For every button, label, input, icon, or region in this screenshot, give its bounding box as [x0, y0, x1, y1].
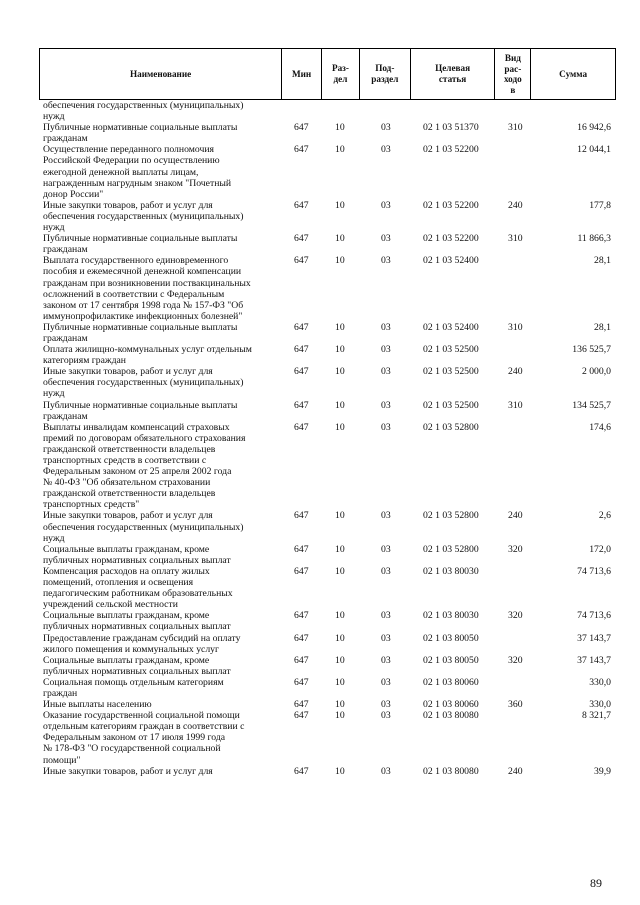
- row-razdel: 10: [335, 255, 345, 267]
- table-row: [0, 100, 640, 122]
- page-number: 89: [590, 876, 602, 890]
- row-sum: 330,0: [589, 676, 611, 688]
- row-name: Предоставление гражданам субсидий на оплату жилого помещения и коммунальных услуг: [43, 632, 241, 655]
- row-target-article: 02 1 03 80050: [423, 632, 479, 644]
- row-podrazdel: 03: [381, 321, 391, 333]
- row-expense-type: 240: [508, 366, 523, 378]
- row-podrazdel: 03: [381, 366, 391, 378]
- row-min: 647: [294, 610, 309, 622]
- table-row: [0, 610, 640, 632]
- row-min: 647: [294, 344, 309, 356]
- table-row: [0, 699, 640, 710]
- row-razdel: 10: [335, 321, 345, 333]
- header-min: Мин: [282, 49, 322, 99]
- row-podrazdel: 03: [381, 199, 391, 211]
- row-sum: 11 866,3: [577, 233, 611, 245]
- row-target-article: 02 1 03 52500: [423, 366, 479, 378]
- row-target-article: 02 1 03 80060: [423, 699, 479, 711]
- row-min: 647: [294, 565, 309, 577]
- row-min: 647: [294, 421, 309, 433]
- row-podrazdel: 03: [381, 510, 391, 522]
- row-target-article: 02 1 03 52200: [423, 144, 479, 156]
- table-row: [0, 766, 640, 777]
- table-row: [0, 255, 640, 322]
- row-razdel: 10: [335, 654, 345, 666]
- row-min: 647: [294, 676, 309, 688]
- row-sum: 12 044,1: [577, 144, 611, 156]
- row-podrazdel: 03: [381, 610, 391, 622]
- row-name: Иные закупки товаров, работ и услуг для: [43, 765, 213, 777]
- row-target-article: 02 1 03 52800: [423, 421, 479, 433]
- row-target-article: 02 1 03 80080: [423, 710, 479, 722]
- row-min: 647: [294, 144, 309, 156]
- row-target-article: 02 1 03 52400: [423, 255, 479, 267]
- row-razdel: 10: [335, 543, 345, 555]
- table-header: [39, 48, 616, 100]
- row-expense-type: 240: [508, 199, 523, 211]
- row-razdel: 10: [335, 421, 345, 433]
- table-row: [0, 322, 640, 344]
- row-sum: 28,1: [594, 321, 611, 333]
- row-target-article: 02 1 03 80030: [423, 565, 479, 577]
- table-row: [0, 677, 640, 699]
- table-row: [0, 200, 640, 233]
- header-name: Наименование: [40, 49, 282, 99]
- row-razdel: 10: [335, 366, 345, 378]
- row-podrazdel: 03: [381, 255, 391, 267]
- row-target-article: 02 1 03 52400: [423, 321, 479, 333]
- row-expense-type: 240: [508, 765, 523, 777]
- row-sum: 37 143,7: [577, 654, 611, 666]
- row-name: Выплаты инвалидам компенсаций страховых премий по договорам обязательного страхования гражданской ответственности владельцев транспортных средств в соответствии с Федеральным законом от 25 апреля 2002 года № 40-ФЗ "Об обязательном страховании гражданской ответственности владельцев транспортных средств": [43, 421, 246, 511]
- row-name: Осуществление переданного полномочия Российской Федерации по осуществлению ежегодной денежной выплаты лицам, награжденным нагрудным знаком "Почетный донор России": [43, 144, 232, 200]
- row-podrazdel: 03: [381, 565, 391, 577]
- row-name: обеспечения государственных (муниципальных) нужд: [43, 100, 244, 123]
- row-target-article: 02 1 03 80050: [423, 654, 479, 666]
- header-target-article: Целевая статья: [411, 49, 496, 99]
- row-name: Социальная помощь отдельным категориям граждан: [43, 676, 224, 699]
- row-razdel: 10: [335, 632, 345, 644]
- row-name: Иные закупки товаров, работ и услуг для обеспечения государственных (муниципальных) нужд: [43, 510, 244, 544]
- row-name: Иные выплаты населению: [43, 699, 152, 711]
- row-sum: 74 713,6: [577, 565, 611, 577]
- row-podrazdel: 03: [381, 676, 391, 688]
- row-razdel: 10: [335, 510, 345, 522]
- table-row: [0, 344, 640, 366]
- row-name: Публичные нормативные социальные выплаты гражданам: [43, 122, 238, 145]
- row-sum: 16 942,6: [577, 122, 611, 134]
- row-min: 647: [294, 255, 309, 267]
- table-row: [0, 710, 640, 765]
- row-name: Компенсация расходов на оплату жилых помещений, отопления и освещения педагогическим работникам образовательных учреждений сельской местности: [43, 565, 233, 611]
- row-razdel: 10: [335, 344, 345, 356]
- row-target-article: 02 1 03 52200: [423, 233, 479, 245]
- row-sum: 136 525,7: [572, 344, 611, 356]
- row-target-article: 02 1 03 80030: [423, 610, 479, 622]
- row-razdel: 10: [335, 565, 345, 577]
- row-razdel: 10: [335, 699, 345, 711]
- row-podrazdel: 03: [381, 399, 391, 411]
- table-row: [0, 566, 640, 610]
- row-min: 647: [294, 510, 309, 522]
- row-podrazdel: 03: [381, 654, 391, 666]
- table-row: [0, 144, 640, 199]
- row-name: Публичные нормативные социальные выплаты гражданам: [43, 321, 238, 344]
- table-row: [0, 544, 640, 566]
- row-min: 647: [294, 699, 309, 711]
- row-expense-type: 240: [508, 510, 523, 522]
- row-sum: 2 000,0: [581, 366, 611, 378]
- row-min: 647: [294, 399, 309, 411]
- row-min: 647: [294, 321, 309, 333]
- table-row: [0, 400, 640, 422]
- row-razdel: 10: [335, 233, 345, 245]
- row-sum: 134 525,7: [572, 399, 611, 411]
- row-name: Социальные выплаты гражданам, кроме публичных нормативных социальных выплат: [43, 610, 231, 633]
- row-podrazdel: 03: [381, 144, 391, 156]
- row-name: Оказание государственной социальной помощи отдельным категориям граждан в соответствии с Федеральным законом от 17 июля 1999 года № 178-ФЗ "О государственной социальной помощи": [43, 710, 245, 766]
- row-min: 647: [294, 366, 309, 378]
- table-body: [0, 100, 640, 777]
- row-podrazdel: 03: [381, 543, 391, 555]
- row-target-article: 02 1 03 51370: [423, 122, 479, 134]
- header-razdel: Раз- дел: [322, 49, 360, 99]
- row-podrazdel: 03: [381, 233, 391, 245]
- row-target-article: 02 1 03 80080: [423, 765, 479, 777]
- row-razdel: 10: [335, 399, 345, 411]
- table-row: [0, 633, 640, 655]
- table-row: [0, 122, 640, 144]
- row-expense-type: 310: [508, 399, 523, 411]
- row-min: 647: [294, 233, 309, 245]
- row-expense-type: 320: [508, 610, 523, 622]
- header-podrazdel: Под- раздел: [360, 49, 411, 99]
- row-razdel: 10: [335, 610, 345, 622]
- row-podrazdel: 03: [381, 421, 391, 433]
- table-row: [0, 366, 640, 399]
- row-podrazdel: 03: [381, 699, 391, 711]
- row-sum: 37 143,7: [577, 632, 611, 644]
- header-expense-type: Вид рас- ходо в: [495, 49, 531, 99]
- row-target-article: 02 1 03 52500: [423, 344, 479, 356]
- row-name: Публичные нормативные социальные выплаты гражданам: [43, 233, 238, 256]
- row-sum: 172,0: [589, 543, 611, 555]
- row-podrazdel: 03: [381, 632, 391, 644]
- row-expense-type: 320: [508, 654, 523, 666]
- row-razdel: 10: [335, 765, 345, 777]
- row-target-article: 02 1 03 52800: [423, 543, 479, 555]
- row-sum: 177,8: [589, 199, 611, 211]
- row-min: 647: [294, 765, 309, 777]
- row-name: Социальные выплаты гражданам, кроме публичных нормативных социальных выплат: [43, 654, 231, 677]
- row-min: 647: [294, 543, 309, 555]
- row-razdel: 10: [335, 199, 345, 211]
- table-row: [0, 422, 640, 511]
- row-expense-type: 310: [508, 321, 523, 333]
- row-name: Оплата жилищно-коммунальных услуг отдельным категориям граждан: [43, 344, 252, 367]
- row-min: 647: [294, 632, 309, 644]
- row-podrazdel: 03: [381, 344, 391, 356]
- row-expense-type: 310: [508, 233, 523, 245]
- row-name: Социальные выплаты гражданам, кроме публичных нормативных социальных выплат: [43, 543, 231, 566]
- row-sum: 74 713,6: [577, 610, 611, 622]
- row-sum: 2,6: [598, 510, 611, 522]
- row-razdel: 10: [335, 676, 345, 688]
- row-target-article: 02 1 03 52200: [423, 199, 479, 211]
- row-sum: 28,1: [594, 255, 611, 267]
- row-name: Публичные нормативные социальные выплаты гражданам: [43, 399, 238, 422]
- row-expense-type: 310: [508, 122, 523, 134]
- row-sum: 39,9: [594, 765, 611, 777]
- table-row: [0, 233, 640, 255]
- table-row: [0, 510, 640, 543]
- row-razdel: 10: [335, 710, 345, 722]
- header-sum: Сумма: [559, 68, 588, 79]
- row-podrazdel: 03: [381, 765, 391, 777]
- row-razdel: 10: [335, 144, 345, 156]
- row-name: Выплата государственного единовременного пособия и ежемесячной денежной компенсации гражданам при возникновении поствакцинальных осложнений в соответствии с Федеральным законом от 17 сентября 1998 года № 157-ФЗ "Об иммунопрофилактике инфекционных болезней": [43, 255, 251, 322]
- row-min: 647: [294, 654, 309, 666]
- row-razdel: 10: [335, 122, 345, 134]
- row-min: 647: [294, 710, 309, 722]
- row-sum: 174,6: [589, 421, 611, 433]
- row-expense-type: 320: [508, 543, 523, 555]
- row-podrazdel: 03: [381, 122, 391, 134]
- row-target-article: 02 1 03 52800: [423, 510, 479, 522]
- row-expense-type: 360: [508, 699, 523, 711]
- row-sum: 330,0: [589, 699, 611, 711]
- row-target-article: 02 1 03 52500: [423, 399, 479, 411]
- row-sum: 8 321,7: [581, 710, 611, 722]
- row-target-article: 02 1 03 80060: [423, 676, 479, 688]
- table-row: [0, 655, 640, 677]
- row-name: Иные закупки товаров, работ и услуг для обеспечения государственных (муниципальных) нужд: [43, 199, 244, 234]
- row-name: Иные закупки товаров, работ и услуг для обеспечения государственных (муниципальных) нужд: [43, 366, 244, 400]
- row-podrazdel: 03: [381, 710, 391, 722]
- row-min: 647: [294, 122, 309, 134]
- row-min: 647: [294, 199, 309, 211]
